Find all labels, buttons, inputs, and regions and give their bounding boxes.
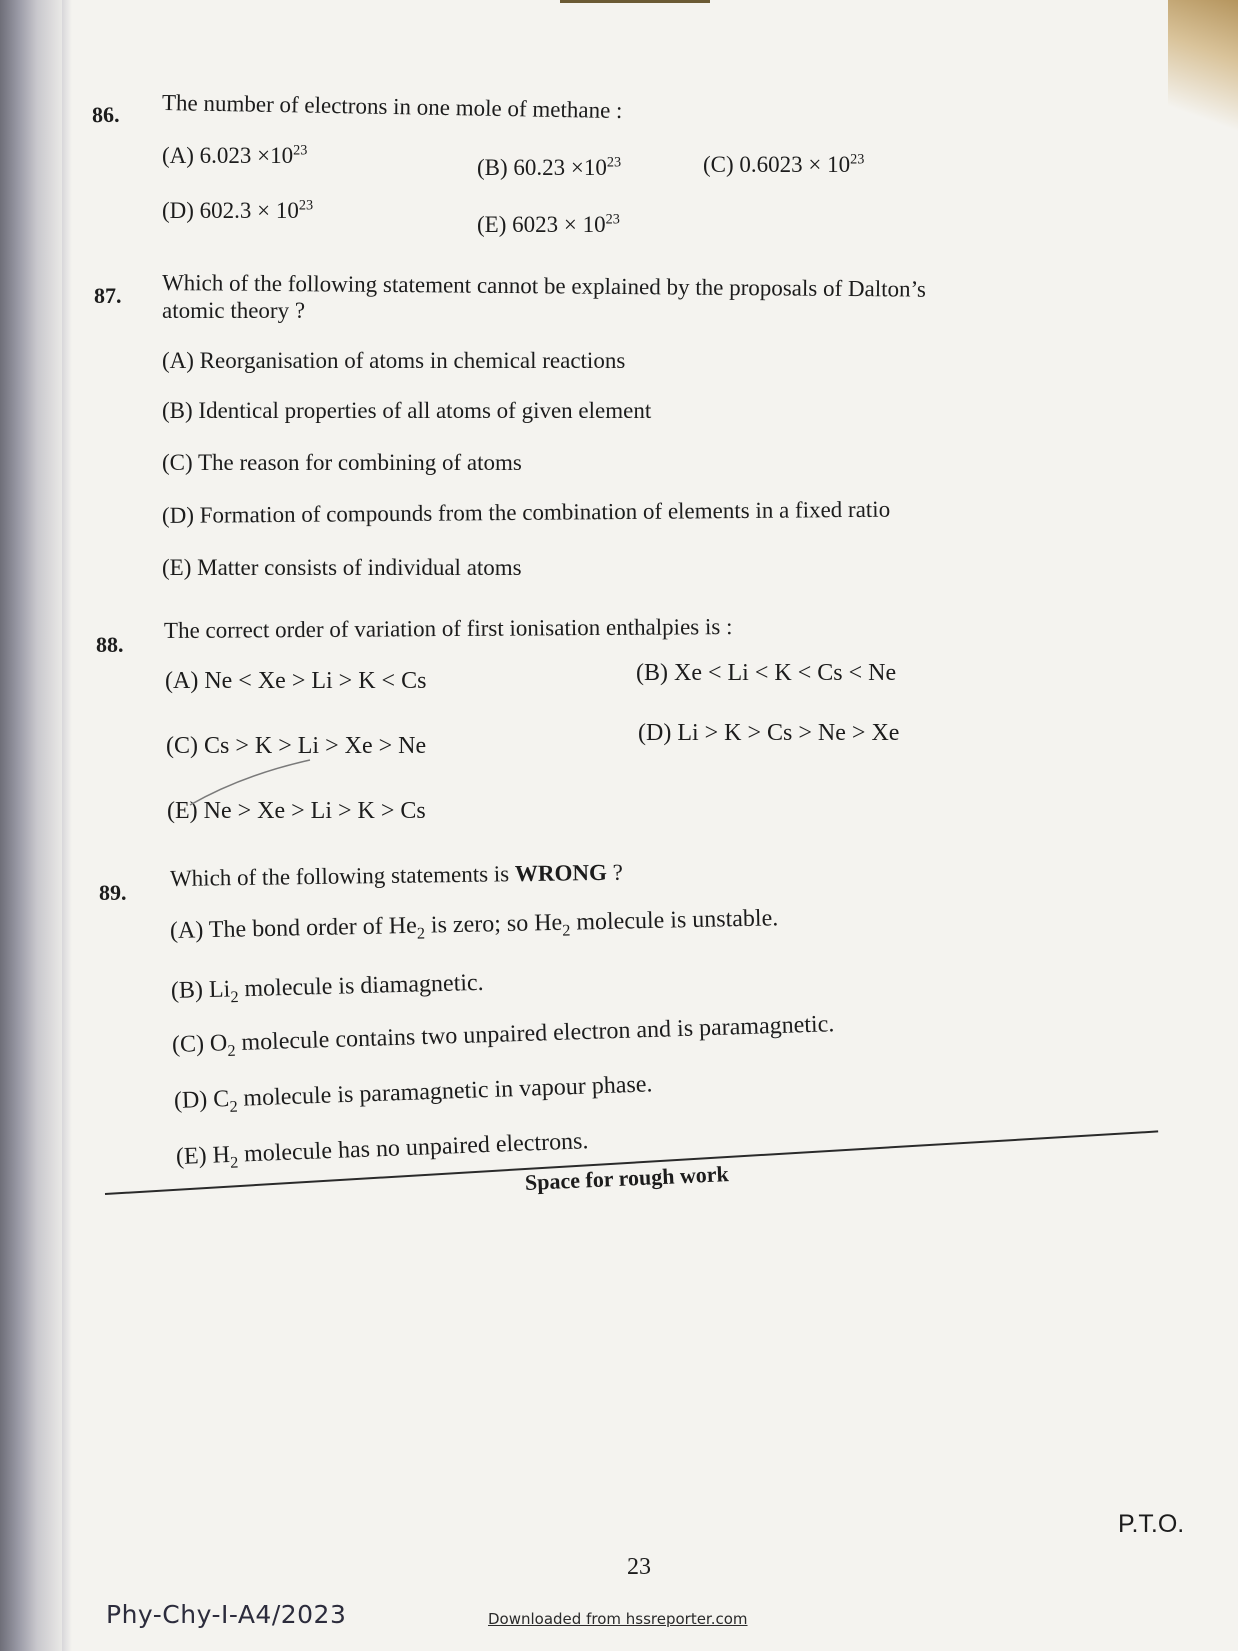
option-86-a: (A) $6.023 \times 10^{23}$ xyxy=(162,142,308,168)
option-89-e: (E) $H_2$ molecule has no unpaired electrons. xyxy=(175,1128,589,1172)
option-87-d: (D) Formation of compounds from the combination of elements in a fixed ratio xyxy=(161,496,891,528)
pto-label: P.T.O. xyxy=(1118,1510,1185,1538)
option-86-c: (C) $0.6023 \times 10^{23}$ xyxy=(703,151,865,177)
pencil-tick-mark xyxy=(185,755,315,815)
option-86-b: (B) $60.23 \times 10^{23}$ xyxy=(477,154,622,180)
option-88-c: (C) Cs > K > Li > Xe > Ne xyxy=(166,733,427,759)
option-89-a: (A) The bond order of $He_2$ is zero; so $He_2$ molecule is unstable. xyxy=(169,905,779,944)
option-88-b: (B) Xe < Li < K < Cs < Ne xyxy=(636,660,897,686)
question-number-86: 86. xyxy=(91,101,120,128)
option-89-b: (B) $Li_2$ molecule is diamagnetic. xyxy=(170,969,484,1007)
option-89-c: (C) $O_2$ molecule contains two unpaired electron and is paramagnetic. xyxy=(171,1011,835,1061)
question-text-87-line1: Which of the following statement cannot be explained by the proposals of Dalton’s xyxy=(161,270,927,302)
question-number-89: 89. xyxy=(99,880,127,905)
option-87-a: (A) Reorganisation of atoms in chemical reactions xyxy=(162,348,626,373)
question-number-88: 88. xyxy=(96,632,124,657)
option-87-e: (E) Matter consists of individual atoms xyxy=(162,555,522,580)
page-corner xyxy=(1168,0,1238,150)
question-text-88: The correct order of variation of first ionisation enthalpies is : xyxy=(163,614,733,643)
option-87-b: (B) Identical properties of all atoms of given element xyxy=(162,398,652,423)
question-text-87-line2: atomic theory ? xyxy=(162,298,306,323)
top-edge-mark xyxy=(560,0,710,3)
option-86-d: (D) $602.3 \times 10^{23}$ xyxy=(162,197,314,223)
question-number-87: 87. xyxy=(94,283,122,308)
book-binding xyxy=(0,0,62,1651)
paper-code: Phy-Chy-I-A4/2023 xyxy=(106,1600,347,1629)
option-88-e: (E) Ne > Xe > Li > K > Cs xyxy=(167,798,426,824)
option-88-a: (A) Ne < Xe > Li > K < Cs xyxy=(165,668,427,694)
option-88-d: (D) Li > K > Cs > Ne > Xe xyxy=(638,720,900,746)
option-89-d: (D) $C_2$ molecule is paramagnetic in vapour phase. xyxy=(173,1071,653,1116)
page-number: 23 xyxy=(627,1554,651,1580)
option-87-c: (C) The reason for combining of atoms xyxy=(162,450,522,475)
question-text-86: The number of electrons in one mole of methane : xyxy=(161,90,623,124)
question-text-89: Which of the following statements is WRONG ? xyxy=(169,859,624,891)
rough-work-label: Space for rough work xyxy=(524,1161,730,1195)
option-86-e: (E) $6023 \times 10^{23}$ xyxy=(477,211,620,237)
download-source-link[interactable]: Downloaded from hssreporter.com xyxy=(488,1610,748,1628)
page-edge xyxy=(62,0,72,1651)
